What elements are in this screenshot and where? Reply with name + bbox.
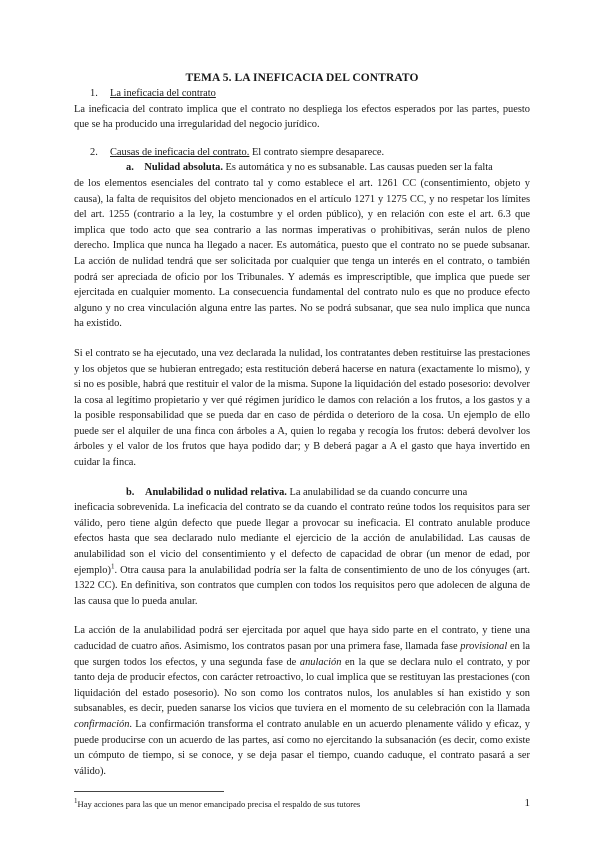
page-number: 1 bbox=[524, 797, 530, 809]
paragraph-text: en la que surgen todos los efectos, y una segunda fase de bbox=[74, 641, 530, 668]
subsection-a-title: Nulidad absoluta. bbox=[144, 162, 223, 174]
section-1-heading bbox=[90, 86, 530, 102]
subsection-a-heading bbox=[74, 160, 530, 176]
subsection-a-lead: Es automática y no es subsanable. Las causas pueden ser la falta bbox=[222, 162, 493, 174]
term-anulacion: anulación bbox=[299, 656, 342, 668]
term-provisional: provisional bbox=[460, 641, 508, 652]
subsection-b-lead: La anulabilidad se da cuando concurre una bbox=[286, 486, 468, 498]
paragraph-text: en la que se declara nulo el contrato, y por tanto deja de producir efectos, con carácter retroactivo, lo cual implica que se restituyan las prestaciones (con liquidación del estado posesorio). No son como los contratos nulos, los anulables sí han existido y son subsanables, es decir, pueden sanarse los vicios que tuviera en el momento de su celebración con la llamada bbox=[74, 656, 530, 715]
subsection-b-title: Anulabilidad o nulidad relativa. bbox=[145, 486, 287, 498]
term-confirmacion: confirmación bbox=[74, 718, 130, 730]
subsection-a-body: de los elementos esenciales del contrato tal y como establece el art. 1261 CC (consentimiento, objeto y causa), la falta de requisitos del objeto mencionados en el artículo 1271 y 1275 CC, y no respetar los límites del art. 1255 (contrario a la ley, la costumbre y el orden público), y en relación con este el art. 6.3 que implica que todo acto que sea contrario a las normas imperativas o prohibitivas, serán nulos de pleno derecho. Implica que nunca ha llegado a nacer. Es automática, puesto que el contrato no se puede subsanar. La acción de nulidad tendrá que ser solicitada por cualquier que tenga un interés en el contrato, o también podrá ser apreciada de oficio por los Tribunales. Y además es imprescriptible, que implica que puede ser ejercitada en cualquier momento. La consecuencia fundamental del contrato nulo es que no produce efecto alguno y no crea vinculación alguna entre las partes. No se podrá subsanar, que sea nulo implica que nunca ha existido. bbox=[74, 177, 530, 330]
section-1-number: 1. bbox=[90, 88, 98, 99]
section-1-body: La ineficacia del contrato implica que el contrato no despliega los efectos esperados por las partes, puesto que se ha producido una irregularidad del negocio jurídico. bbox=[74, 103, 530, 131]
footnote-text: Hay acciones para las que un menor emancipado precisa el respaldo de sus tutores bbox=[77, 799, 361, 810]
section-2-number: 2. bbox=[90, 146, 98, 158]
section-1-title: La ineficacia del contrato bbox=[110, 88, 216, 99]
subsection-a-paragraph-2: Si el contrato se ha ejecutado, una vez declarada la nulidad, los contratantes deben restituirse las prestaciones y los objetos que se hubieran entregado; esta restitución deberá hacerse en natura (exactamente lo mismo), y si no es posible, habrá que restituir el valor de la misma. Supone la liquidación del estado posesorio: devolver la cosa al legítimo propietario y ver qué régimen jurídico le damos con relación a los frutos, a los gastos y a la posible responsabilidad que se pueda dar en caso de pérdida o deterioro de la cosa. Un ejemplo de ello puede ser el alquiler de una finca con árboles a A, quien lo regaba y recogía los frutos: deberá devolver los árboles y el valor de los frutos que haya podido dar; y B deberá pagar a A el gasto que haya invertido en cuidar la finca. bbox=[74, 347, 530, 469]
page-title: TEMA 5. LA INEFICACIA DEL CONTRATO bbox=[185, 72, 419, 84]
subsection-b-paragraph-2 bbox=[74, 623, 530, 779]
document-page bbox=[74, 60, 530, 810]
footnote-marker: 1 bbox=[74, 797, 78, 806]
subsection-b-label: b. bbox=[126, 486, 135, 498]
subsection-a-label: a. bbox=[126, 162, 134, 174]
subsection-b-body-text: ineficacia sobrevenida. La ineficacia del contrato se da cuando el contrato reúne todos los requisitos para ser válido, pero tiene algún defecto que puede llegar a provocar su ineficacia. El contrato anulable produce efectos hasta que sea declarado nulo mediante el ejercicio de la acción de anulabilidad. Las causas de anulabilidad son el vicio del consentimiento y el defecto de capacidad de obrar (un menor de edad, por ejemplo) bbox=[74, 502, 530, 576]
section-2-suffix: El contrato siempre desaparece. bbox=[249, 146, 385, 158]
footnote bbox=[74, 798, 530, 810]
footnote-divider bbox=[74, 791, 224, 792]
section-2-title: Causas de ineficacia del contrato. bbox=[110, 146, 250, 158]
subsection-b-body bbox=[74, 500, 530, 609]
section-2-heading bbox=[90, 145, 530, 161]
subsection-b-body-text-cont: . Otra causa para la anulabilidad podría ser la falta de consentimiento de uno de los cónyuges (art. 1322 CC). En definitiva, son contratos que cumplen con todos los requisitos pero que adolecen de alguna de las causa que lo pueda anular. bbox=[74, 564, 530, 607]
footnote-reference: 1 bbox=[110, 562, 115, 571]
paragraph-text: . La confirmación transforma el contrato anulable en un acuerdo plenamente válido y eficaz, y puede producirse con un acuerdo de las partes, así como no ejercitando la subsanación (es decir, como existe un cómputo de tiempo, si se conoce, y se deja pasar el tiempo, cuando caduque, el contrato pasará a ser válido). bbox=[74, 718, 530, 777]
subsection-b-heading bbox=[74, 485, 530, 501]
paragraph-text: La acción de la anulabilidad podrá ser ejercitada por aquel que haya sido parte en el contrato, y tiene una caducidad de cuatro años. Asimismo, los contratos pasan por una primera fase, llamada fase bbox=[74, 625, 530, 652]
